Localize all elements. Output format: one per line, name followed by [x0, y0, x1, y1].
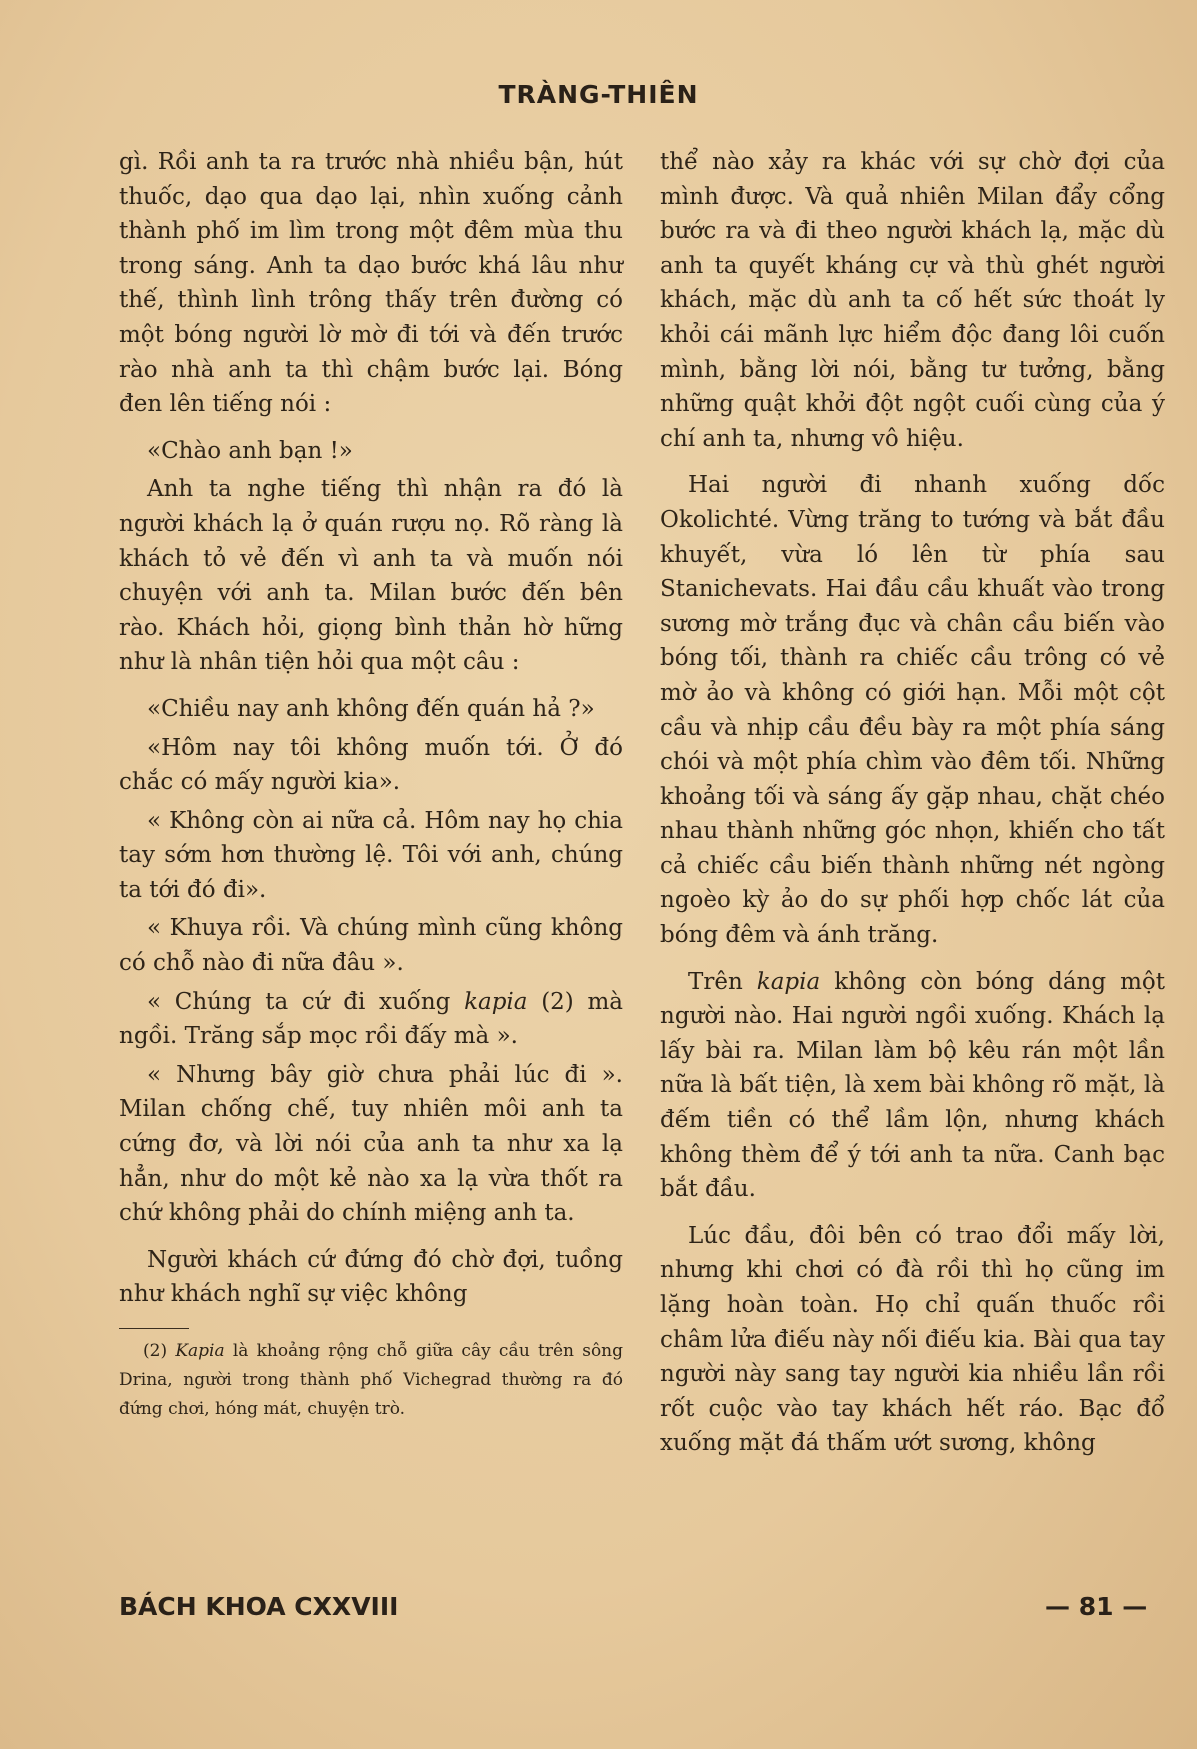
paragraph: thể nào xảy ra khác với sự chờ đợi của mình được. Và quả nhiên Milan đẩy cổng bước ra và đi theo người khách lạ, mặc dù anh ta quyết kháng cự và thù ghét người khách, mặc dù anh ta cố hết sức thoát ly khỏi cái mãnh lực hiểm độc đang lôi cuốn mình, bằng lời nói, bằng tư tưởng, bằng những quật khởi đột ngột cuối cùng của ý chí anh ta, nhưng vô hiệu.: [660, 149, 1165, 452]
dialogue-line: « Khuya rồi. Và chúng mình cũng không có chỗ nào đi nữa đâu ».: [119, 915, 623, 977]
paragraph: Anh ta nghe tiếng thì nhận ra đó là người khách lạ ở quán rượu nọ. Rõ ràng là khách tỏ vẻ đến vì anh ta và muốn nói chuyện với anh ta. Milan bước đến bên rào. Khách hỏi, giọng bình thản hờ hững như là nhân tiện hỏi qua một câu :: [119, 476, 623, 676]
footnote-marker: (2): [143, 1341, 176, 1361]
dialogue-line: [119, 985, 623, 1054]
text-segment: không còn bóng dáng một người nào. Hai người ngồi xuống. Khách lạ lấy bài ra. Milan làm bộ kêu rán một lần nữa là bất tiện, là xem bài không rõ mặt, là đếm tiền có thể lầm lộn, nhưng khách không thèm để ý tới anh ta nữa. Canh bạc bắt đầu.: [660, 968, 1165, 1203]
footnote-term: Kapia: [175, 1341, 225, 1361]
dialogue-line: «Hôm nay tôi không muốn tới. Ở đó chắc có mấy người kia».: [119, 734, 623, 796]
footer-publication: BÁCH KHOA CXXVIII: [119, 1592, 399, 1621]
text-segment: (2) mà ngồi. Trăng sắp mọc rồi đấy mà ».: [119, 988, 623, 1050]
page-number: — 81 —: [1045, 1592, 1148, 1621]
italic-term: kapia: [756, 968, 821, 995]
italic-term: kapia: [464, 988, 528, 1015]
paragraph: Người khách cứ đứng đó chờ đợi, tuồng như khách nghĩ sự việc không: [119, 1246, 623, 1308]
right-column: [660, 145, 1165, 1473]
dialogue-line: «Chào anh bạn !»: [147, 437, 353, 464]
footnote: [119, 1337, 623, 1424]
paragraph: « Nhưng bây giờ chưa phải lúc đi ». Milan chống chế, tuy nhiên môi anh ta cứng đơ, và lời nói của anh ta như xa lạ hẳn, như do một kẻ nào xa lạ vừa thốt ra chứ không phải do chính miệng anh ta.: [119, 1061, 623, 1227]
paragraph: gì. Rồi anh ta ra trước nhà nhiều bận, hút thuốc, dạo qua dạo lại, nhìn xuống cảnh thành phố im lìm trong một đêm mùa thu trong sáng. Anh ta dạo bước khá lâu như thế, thình lình trông thấy trên đường có một bóng người lờ mờ đi tới và đến trước rào nhà anh ta thì chậm bước lại. Bóng đen lên tiếng nói :: [119, 149, 623, 418]
footnote-text: là khoảng rộng chỗ giữa cây cầu trên sông Drina, người trong thành phố Vichegrad thường ra đó đứng chơi, hóng mát, chuyện trò.: [119, 1341, 624, 1419]
paragraph: Hai người đi nhanh xuống dốc Okolichté. Vừng trăng to tướng và bắt đầu khuyết, vừa ló lên từ phía sau Stanichevats. Hai đầu cầu khuất vào trong sương mờ trắng đục và chân cầu biến vào bóng tối, thành ra chiếc cầu trông có vẻ mờ ảo và không có giới hạn. Mỗi một cột cầu và nhịp cầu đều bày ra một phía sáng chói và một phía chìm vào đêm tối. Những khoảng tối và sáng ấy gặp nhau, chặt chéo nhau thành những góc nhọn, khiến cho tất cả chiếc cầu biến thành những nét ngòng ngoèo kỳ ảo do sự phối hợp chốc lát của bóng đêm và ánh trăng.: [660, 472, 1165, 949]
text-segment: « Chúng ta cứ đi xuống: [147, 988, 465, 1015]
paragraph: [660, 965, 1165, 1207]
dialogue-line: « Không còn ai nữa cả. Hôm nay họ chia tay sớm hơn thường lệ. Tôi với anh, chúng ta tới đó đi».: [119, 807, 623, 903]
paragraph: Lúc đầu, đôi bên có trao đổi mấy lời, nhưng khi chơi có đà rồi thì họ cũng im lặng hoàn toàn. Họ chỉ quấn thuốc rồi châm lửa điếu này nối điếu kia. Bài qua tay người này sang tay người kia nhiều lần rồi rốt cuộc vào tay khách hết ráo. Bạc đổ xuống mặt đá thấm ướt sương, không: [660, 1222, 1165, 1457]
dialogue-line: «Chiều nay anh không đến quán hả ?»: [147, 695, 595, 722]
running-header: TRÀNG-THIÊN: [498, 80, 699, 109]
left-column: [119, 145, 623, 1424]
footnote-divider: [119, 1328, 189, 1329]
text-segment: Trên: [688, 968, 757, 995]
